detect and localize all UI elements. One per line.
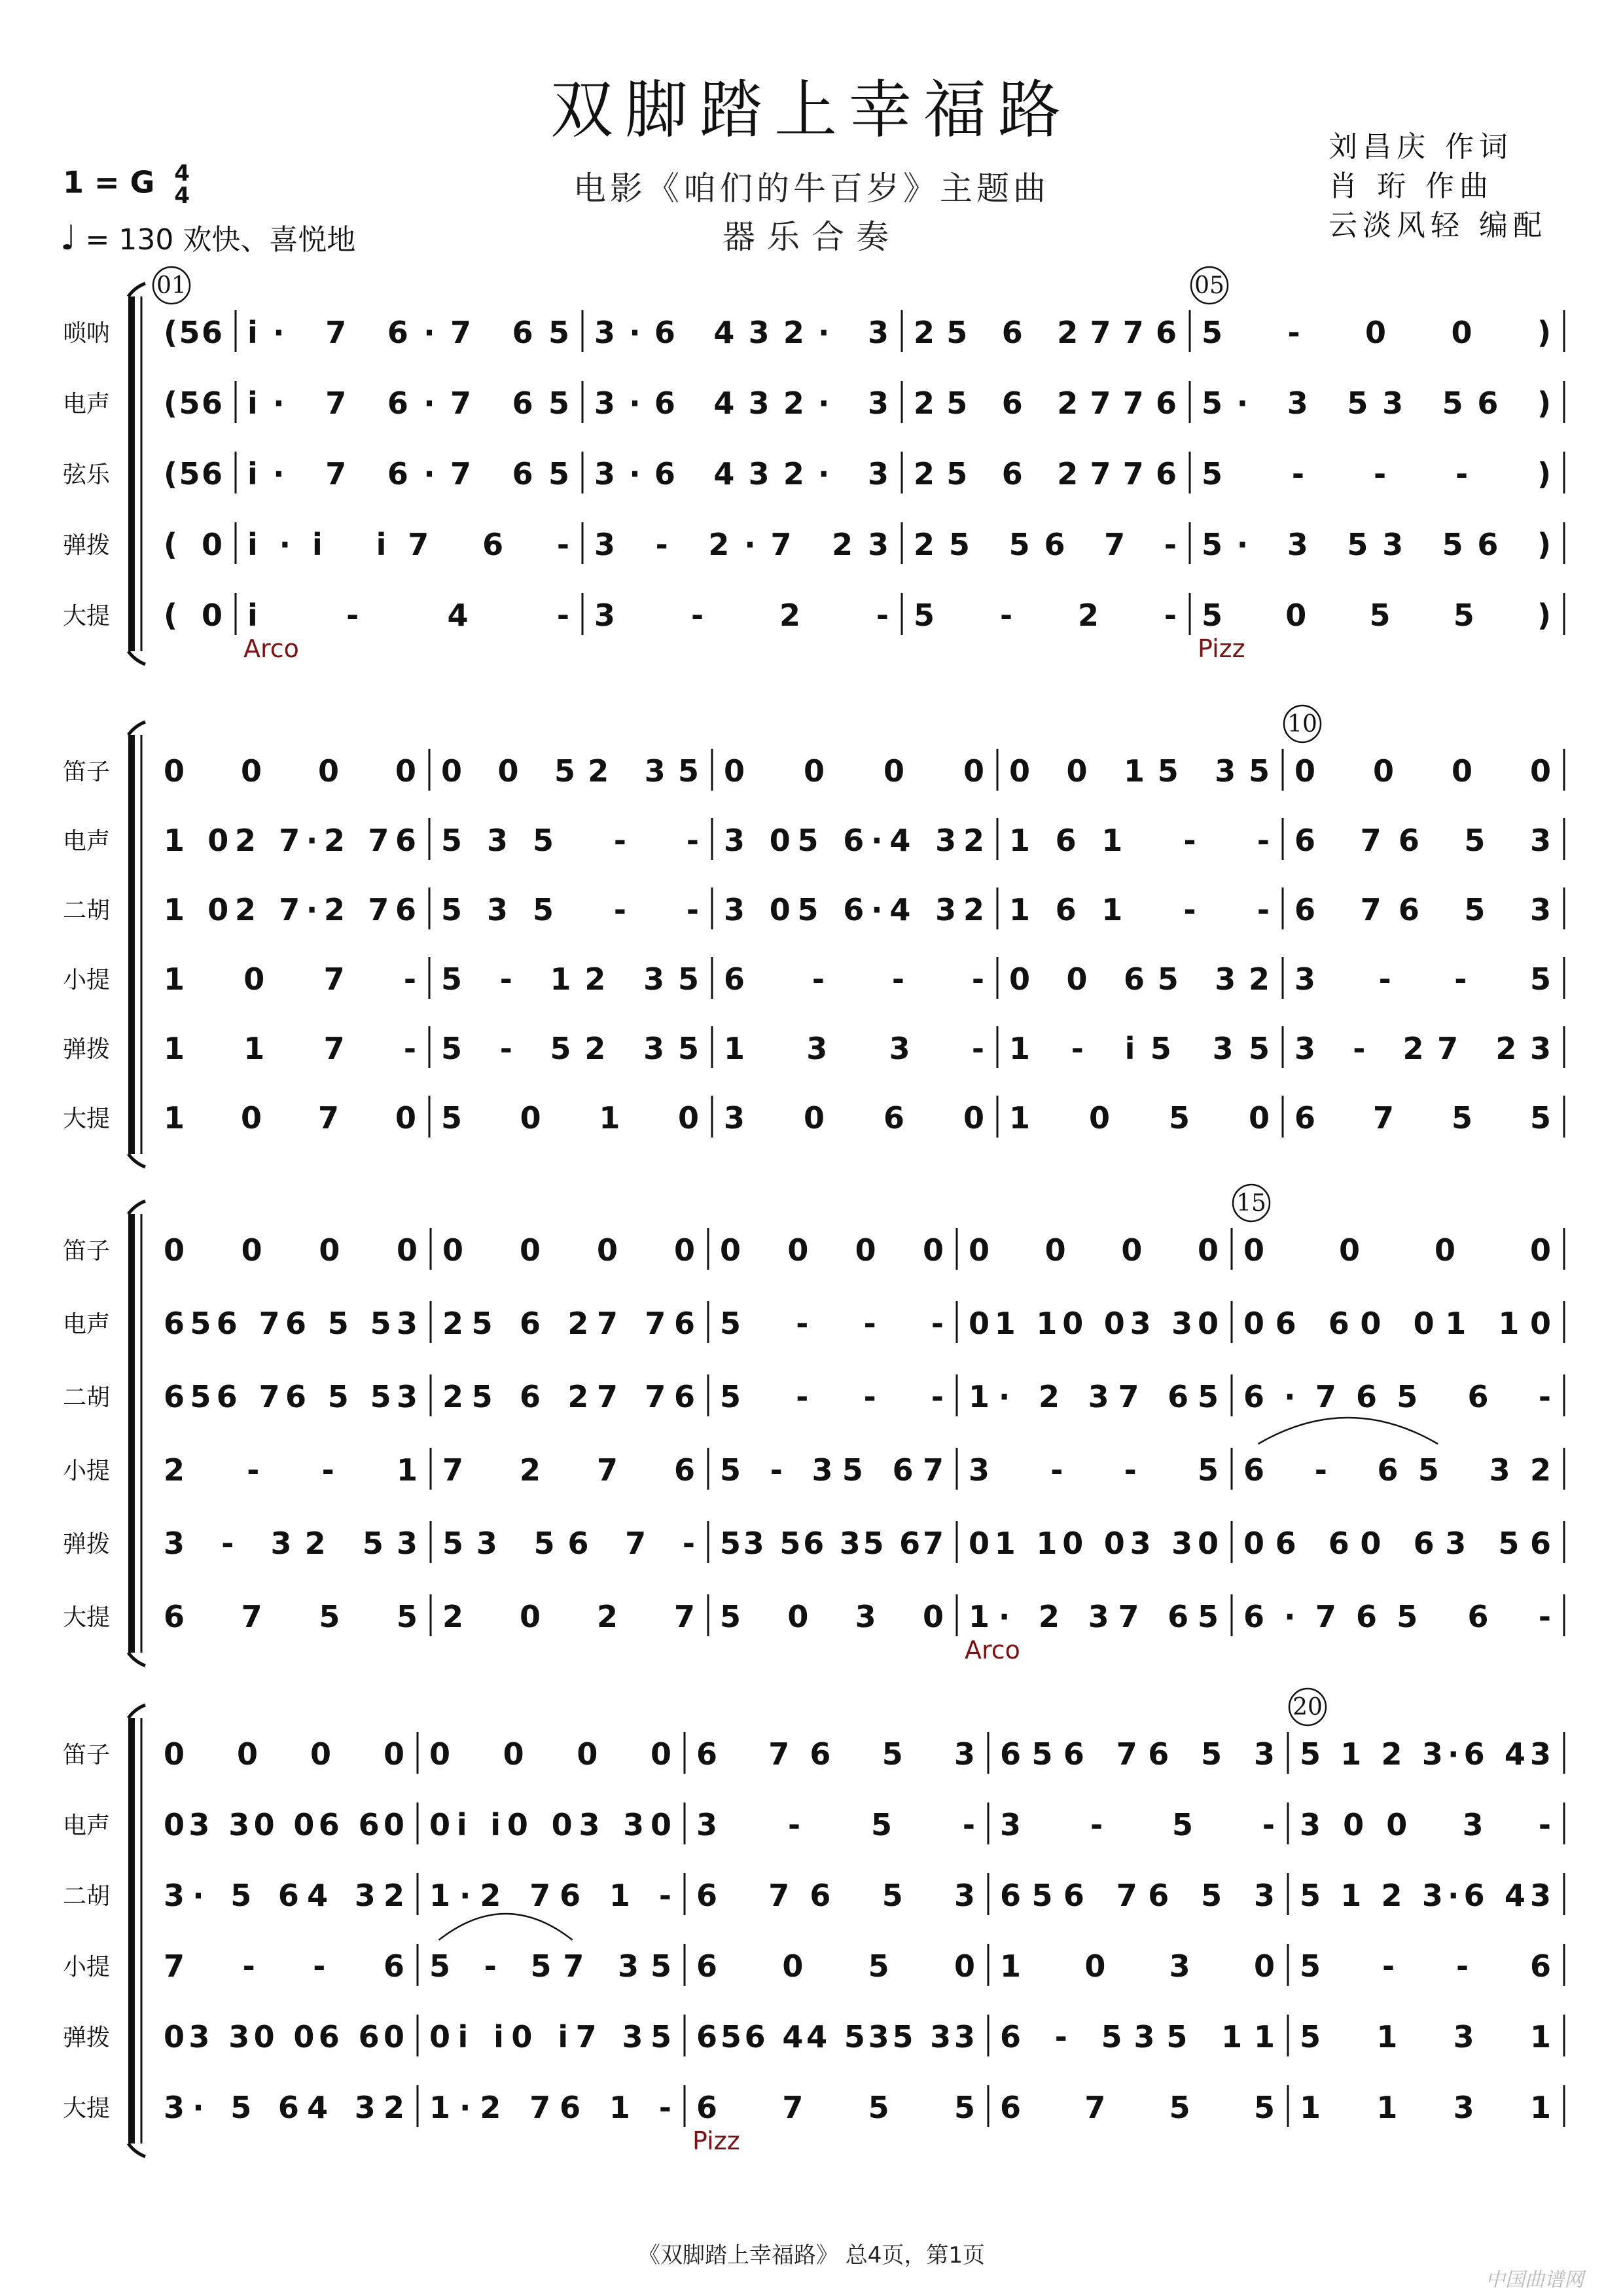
page-footer: 《双脚踏上幸福路》 总4页，第1页 bbox=[637, 2242, 986, 2269]
measure-notes: 3 - 27 23 bbox=[1294, 1031, 1551, 1066]
measure-notes: 5 0 5 5 ) bbox=[1202, 598, 1551, 633]
measure-notes: 5 - 2 - bbox=[914, 598, 1177, 633]
measure-notes: 5 0 1 0 bbox=[441, 1100, 699, 1136]
measure-notes: 6 7 5 5 bbox=[164, 1599, 418, 1634]
instrument-label: 大提 bbox=[62, 1105, 111, 1132]
measure-notes: 3 - 5 - bbox=[696, 1807, 975, 1842]
measure-notes: 25 6 27 76 bbox=[442, 1379, 695, 1414]
measure-notes: 0 0 0 0 bbox=[442, 1232, 695, 1268]
system-bracket bbox=[128, 735, 135, 1154]
measure-notes: 1 3 3 - bbox=[724, 1031, 984, 1066]
measure-notes: 5 - - - bbox=[720, 1306, 944, 1341]
arrangement-type: 器乐合奏 bbox=[722, 218, 901, 256]
measure-notes: ( 5 6 bbox=[164, 386, 223, 421]
measure-notes: 5· 3 53 56 ) bbox=[1202, 527, 1551, 562]
subtitle: 电影《咱们的牛百岁》主题曲 bbox=[573, 170, 1050, 207]
measure-notes: 5 - 57 35 bbox=[429, 1948, 671, 1984]
instrument-label: 小提 bbox=[62, 1954, 111, 1981]
lyricist-credit: 刘昌庆 作词 bbox=[1329, 130, 1513, 164]
measure-notes: 1 02 7·2 76 bbox=[164, 892, 416, 927]
measure-notes: 161 - - bbox=[1009, 892, 1270, 927]
measure-notes: 6 - 65 32 bbox=[1243, 1452, 1551, 1488]
measure-notes: 6 76 5 3 bbox=[1294, 892, 1551, 927]
measure-notes: 656 76 5 3 bbox=[1000, 1878, 1275, 1913]
measure-notes: ( 0 bbox=[164, 598, 223, 633]
rehearsal-number: 05 bbox=[1194, 272, 1224, 299]
bracket-hook-bottom bbox=[128, 2144, 145, 2157]
instrument-label: 唢呐 bbox=[62, 320, 111, 347]
measure-notes: 656 76 5 53 bbox=[164, 1306, 418, 1341]
time-bottom: 4 bbox=[174, 183, 190, 209]
measure-notes: 6 76 5 3 bbox=[696, 1736, 975, 1772]
bracket-hook-top bbox=[128, 1201, 145, 1214]
instrument-label: 二胡 bbox=[62, 1883, 111, 1910]
bracket-hook-bottom bbox=[128, 651, 145, 664]
measure-notes: 0 0 0 0 bbox=[164, 1232, 418, 1268]
measure-notes: 6 7 5 5 bbox=[696, 2090, 975, 2125]
measure-notes: 5 1 2 3·6 43 bbox=[1300, 1736, 1551, 1772]
rehearsal-number: 20 bbox=[1293, 1694, 1323, 1721]
measure-notes: 53 56 35 67 bbox=[720, 1526, 944, 1561]
measure-notes: ( 5 6 bbox=[164, 315, 223, 350]
instrument-label: 二胡 bbox=[62, 1384, 111, 1411]
measure-notes: 5 - 35 67 bbox=[720, 1452, 944, 1488]
bracket-hook-bottom bbox=[128, 1653, 145, 1666]
measure-notes: 06 60 01 10 bbox=[1243, 1306, 1551, 1341]
instrument-label: 电声 bbox=[62, 1812, 111, 1839]
measure-notes: 3 - 2·7 23 bbox=[594, 527, 889, 562]
measure-notes: 3 - 2 - bbox=[594, 598, 889, 633]
measure-notes: ( 0 bbox=[164, 527, 223, 562]
measure-notes: 161 - - bbox=[1009, 823, 1270, 858]
measure-notes: 535 - - bbox=[441, 892, 699, 927]
measure-notes: 6 0 5 0 bbox=[696, 1948, 975, 1984]
measure-notes: 5· 3 53 56 ) bbox=[1202, 386, 1551, 421]
measure-notes: 5 - 12 35 bbox=[441, 961, 699, 997]
measure-notes: 5 0 3 0 bbox=[720, 1599, 944, 1634]
measure-notes: 1 0 5 0 bbox=[1009, 1100, 1270, 1136]
technique-marking: Arco bbox=[243, 634, 299, 663]
instrument-label: 电声 bbox=[62, 828, 111, 855]
measure-notes: 2 0 2 7 bbox=[442, 1599, 695, 1634]
measure-notes: 5 - 52 35 bbox=[441, 1031, 699, 1066]
measure-notes: 53 56 7 - bbox=[442, 1526, 695, 1561]
slur-arc bbox=[439, 1914, 573, 1940]
measure-notes: 0 0 15 35 bbox=[1009, 753, 1270, 789]
instrument-label: 大提 bbox=[62, 603, 111, 630]
measure-notes: 3·6 432· 3 bbox=[594, 456, 889, 492]
instrument-label: 笛子 bbox=[62, 1742, 111, 1768]
measure-notes: 0 0 0 0 bbox=[164, 1736, 404, 1772]
measure-notes: 3 - 5 - bbox=[1000, 1807, 1275, 1842]
measure-notes: 6·765 6 - bbox=[1243, 1379, 1551, 1414]
instrument-label: 弹拨 bbox=[62, 1531, 111, 1558]
measure-notes: 5 - 0 0 ) bbox=[1202, 315, 1551, 350]
measure-notes: 3 - 32 53 bbox=[164, 1526, 418, 1561]
measure-notes: 3· 5 64 32 bbox=[164, 1878, 404, 1913]
key-label: 1 = G bbox=[63, 164, 155, 200]
measure-notes: 3 - - 5 bbox=[969, 1452, 1219, 1488]
measure-notes: 1 0 3 0 bbox=[1000, 1948, 1275, 1984]
measure-notes: 1· 2 37 65 bbox=[969, 1379, 1219, 1414]
measure-notes: 3 - - 5 bbox=[1294, 961, 1551, 997]
measure-notes: i - 4 - bbox=[247, 598, 569, 633]
measure-notes: 7 - - 6 bbox=[164, 1948, 404, 1984]
composer-credit: 肖 珩 作曲 bbox=[1329, 170, 1493, 203]
rehearsal-number: 10 bbox=[1287, 711, 1317, 738]
instrument-label: 电声 bbox=[62, 1311, 111, 1338]
measure-notes: 0 0 0 0 bbox=[720, 1232, 944, 1268]
measure-notes: 0i i0 03 30 bbox=[429, 1807, 671, 1842]
measure-notes: 03 30 06 60 bbox=[164, 1807, 404, 1842]
bracket-hook-top bbox=[128, 1705, 145, 1718]
measure-notes: 3·6 432· 3 bbox=[594, 386, 889, 421]
measure-notes: i· 7 6·7 65 bbox=[247, 456, 569, 492]
measure-notes: 656 44 535 33 bbox=[696, 2019, 975, 2054]
measure-notes: 5 - - - ) bbox=[1202, 456, 1551, 492]
measure-notes: 01 10 03 30 bbox=[969, 1526, 1219, 1561]
instrument-label: 弦乐 bbox=[62, 461, 111, 488]
measure-notes: 0 0 0 0 bbox=[429, 1736, 671, 1772]
measure-notes: 3·6 432· 3 bbox=[594, 315, 889, 350]
measure-notes: 0i i0 i7 35 bbox=[429, 2019, 671, 2054]
measure-notes: 5 - - 6 bbox=[1300, 1948, 1551, 1984]
system-bracket bbox=[128, 296, 135, 651]
measure-notes: 25 6 27 76 bbox=[442, 1306, 695, 1341]
measure-notes: 1·2 76 1 - bbox=[429, 2090, 671, 2125]
measure-notes: 6 - - - bbox=[724, 961, 984, 997]
measure-notes: 1 0 7 - bbox=[164, 961, 416, 997]
slur-arc bbox=[1258, 1418, 1438, 1444]
measure-notes: 5 1 2 3·6 43 bbox=[1300, 1878, 1551, 1913]
bracket-hook-bottom bbox=[128, 1154, 145, 1167]
measure-notes: 1 02 7·2 76 bbox=[164, 823, 416, 858]
measure-notes: 0 0 0 0 bbox=[969, 1232, 1219, 1268]
system-bracket bbox=[128, 1214, 135, 1653]
instrument-label: 弹拨 bbox=[62, 1036, 111, 1063]
measure-notes: 6 7 5 5 bbox=[1294, 1100, 1551, 1136]
measure-notes: 3 0 6 0 bbox=[724, 1100, 984, 1136]
measure-notes: 656 76 5 3 bbox=[1000, 1736, 1275, 1772]
instrument-label: 笛子 bbox=[62, 759, 111, 785]
measure-notes: 25 6 2776 bbox=[914, 386, 1177, 421]
technique-marking: Pizz bbox=[692, 2126, 740, 2155]
measure-notes: 01 10 03 30 bbox=[969, 1306, 1219, 1341]
rehearsal-number: 15 bbox=[1236, 1190, 1266, 1217]
measure-notes: 25 56 7 - bbox=[914, 527, 1177, 562]
measure-notes: 1· 2 37 65 bbox=[969, 1599, 1219, 1634]
instrument-label: 电声 bbox=[62, 391, 111, 418]
instrument-label: 大提 bbox=[62, 1604, 111, 1631]
measure-notes: i· 7 6·7 65 bbox=[247, 315, 569, 350]
bracket-hook-top bbox=[128, 722, 145, 735]
measure-notes: ( 5 6 bbox=[164, 456, 223, 492]
measure-notes: 0 0 0 0 bbox=[724, 753, 984, 789]
measure-notes: 06 60 63 56 bbox=[1243, 1526, 1551, 1561]
tempo-text: = 130 欢快、喜悦地 bbox=[85, 223, 356, 257]
measure-notes: 6 7 5 5 bbox=[1000, 2090, 1275, 2125]
rehearsal-number: 01 bbox=[156, 272, 187, 299]
measure-notes: 6 76 5 3 bbox=[696, 1878, 975, 1913]
measure-notes: 0 0 65 32 bbox=[1009, 961, 1270, 997]
measure-notes: 7 2 7 6 bbox=[442, 1452, 695, 1488]
system-bracket bbox=[128, 1718, 135, 2144]
measure-notes: i·i i7 6 - bbox=[247, 527, 569, 562]
watermark: 中国曲谱网 bbox=[1486, 2269, 1584, 2291]
measure-notes: 2 - - 1 bbox=[164, 1452, 418, 1488]
instrument-label: 笛子 bbox=[62, 1238, 111, 1265]
measure-notes: 1 1 3 1 bbox=[1300, 2090, 1551, 2125]
measure-notes: 3 05 6·4 32 bbox=[724, 823, 984, 858]
instrument-label: 小提 bbox=[62, 967, 111, 994]
quarter-note-icon: ♩ bbox=[60, 219, 77, 258]
instrument-label: 弹拨 bbox=[62, 2024, 111, 2051]
measure-notes: 0 0 0 0 bbox=[1294, 753, 1551, 789]
arranger-credit: 云淡风轻 编配 bbox=[1329, 209, 1547, 242]
instrument-label: 小提 bbox=[62, 1458, 111, 1484]
measure-notes: 3 05 6·4 32 bbox=[724, 892, 984, 927]
measure-notes: 3· 5 64 32 bbox=[164, 2090, 404, 2125]
measure-notes: 0 0 0 0 bbox=[164, 753, 416, 789]
measure-notes: 25 6 2776 bbox=[914, 315, 1177, 350]
measure-notes: 1·2 76 1 - bbox=[429, 1878, 671, 1913]
measure-notes: 5 - - - bbox=[720, 1379, 944, 1414]
measure-notes: 03 30 06 60 bbox=[164, 2019, 404, 2054]
song-title: 双脚踏上幸福路 bbox=[550, 73, 1073, 147]
instrument-label: 弹拨 bbox=[62, 532, 111, 559]
instrument-label: 二胡 bbox=[62, 897, 111, 924]
measure-notes: 300 3 - bbox=[1300, 1807, 1551, 1842]
measure-notes: 5 1 3 1 bbox=[1300, 2019, 1551, 2054]
bracket-hook-top bbox=[128, 283, 145, 296]
measure-notes: 0 0 52 35 bbox=[441, 753, 699, 789]
measure-notes: 1 1 7 - bbox=[164, 1031, 416, 1066]
measure-notes: 6·765 6 - bbox=[1243, 1599, 1551, 1634]
measure-notes: 6 - 535 11 bbox=[1000, 2019, 1275, 2054]
instrument-label: 大提 bbox=[62, 2095, 111, 2122]
measure-notes: 1 0 7 0 bbox=[164, 1100, 416, 1136]
measure-notes: 1 - i5 35 bbox=[1009, 1031, 1270, 1066]
measure-notes: i· 7 6·7 65 bbox=[247, 386, 569, 421]
measure-notes: 656 76 5 53 bbox=[164, 1379, 418, 1414]
technique-marking: Pizz bbox=[1198, 634, 1245, 663]
measure-notes: 25 6 2776 bbox=[914, 456, 1177, 492]
measure-notes: 535 - - bbox=[441, 823, 699, 858]
measure-notes: 6 76 5 3 bbox=[1294, 823, 1551, 858]
time-top: 4 bbox=[174, 160, 190, 187]
measure-notes: 0 0 0 0 bbox=[1243, 1232, 1551, 1268]
technique-marking: Arco bbox=[965, 1636, 1020, 1664]
